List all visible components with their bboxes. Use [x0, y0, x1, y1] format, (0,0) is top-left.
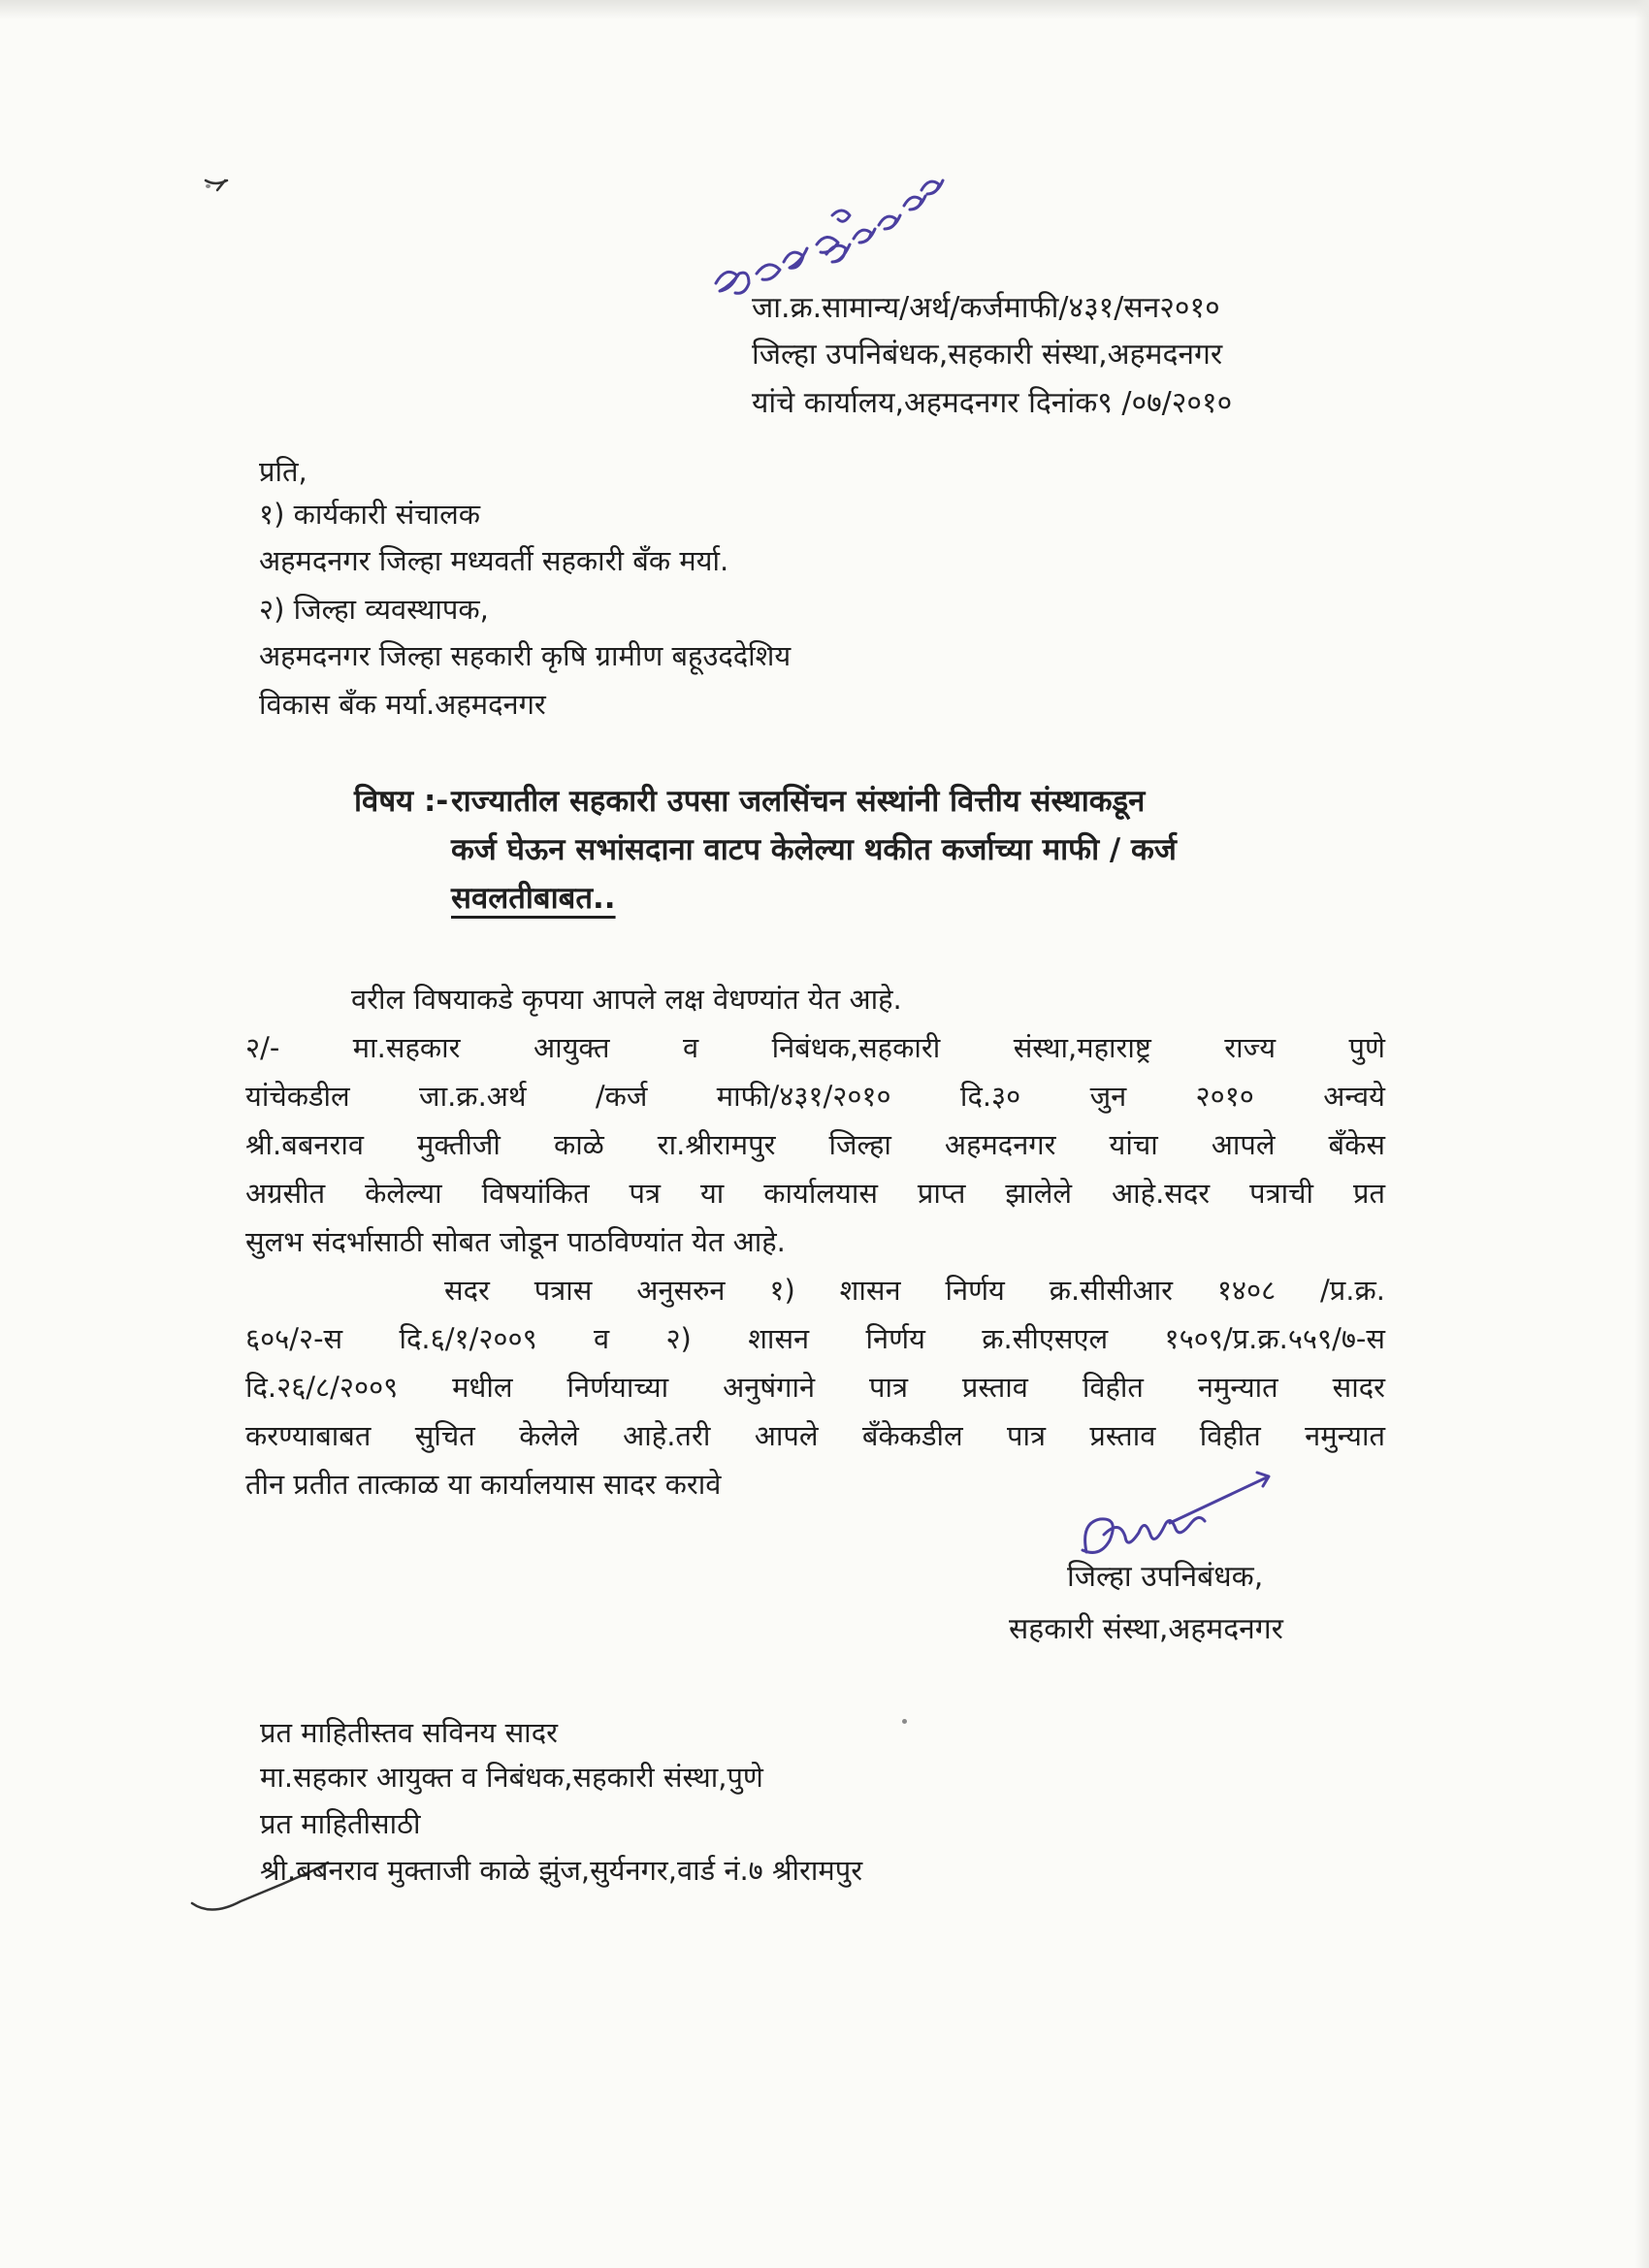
scan-mark [206, 180, 227, 190]
addressee-line-4: अहमदनगर जिल्हा सहकारी कृषि ग्रामीण बहूउददेशिय [259, 639, 792, 672]
body-paragraph-1: वरील विषयाकडे कृपया आपले लक्ष वेधण्यांत येत आहे. [351, 983, 902, 1016]
subject-line-1: राज्यातील सहकारी उपसा जलसिंचन संस्थांनी वित्तीय संस्थाकडून [451, 784, 1146, 819]
body-paragraph-3-line: करण्याबाबत सुचित केलेले आहे.तरी आपले बँकेकडील पात्र प्रस्ताव विहीत नमुन्यात [245, 1419, 1385, 1452]
issuing-office: जिल्हा उपनिबंधक,सहकारी संस्था,अहमदनगर [752, 338, 1223, 372]
copy-info-heading: प्रत माहितीसाठी [260, 1807, 421, 1840]
subject-line-2: कर्ज घेऊन सभांसदाना वाटप केलेल्या थकीत कर्जाच्या माफी / कर्ज [451, 832, 1177, 867]
signatory-office: सहकारी संस्था,अहमदनगर [1009, 1612, 1283, 1646]
inward-number-scribble [716, 180, 943, 293]
salutation-prati: प्रति, [259, 455, 307, 488]
addressee-line-5: विकास बँक मर्या.अहमदनगर [259, 688, 546, 721]
body-paragraph-2-line: सुलभ संदर्भासाठी सोबत जोडून पाठविण्यांत येत आहे. [245, 1225, 786, 1258]
body-paragraph-3-line: तीन प्रतीत तात्काळ या कार्यालयास सादर करावे [245, 1468, 722, 1501]
subject-line-3: सवलतीबाबत.. [451, 881, 616, 916]
copy-to-heading: प्रत माहितीस्तव सविनय सादर [260, 1716, 558, 1749]
office-and-date: यांचे कार्यालय,अहमदनगर दिनांक९ /०७/२०१० [752, 386, 1233, 420]
addressee-line-1: १) कार्यकारी संचालक [259, 498, 481, 531]
body-paragraph-3-line: सदर पत्रास अनुसरुन १) शासन निर्णय क्र.सीसीआर १४०८ /प्र.क्र. [444, 1274, 1385, 1307]
addressee-line-3: २) जिल्हा व्यवस्थापक, [259, 593, 489, 626]
body-paragraph-3-line: ६०५/२-स दि.६/१/२००९ व २) शासन निर्णय क्र.सीएसएल १५०९/प्र.क्र.५५९/७-स [245, 1322, 1385, 1355]
reference-number: जा.क्र.सामान्य/अर्थ/कर्जमाफी/४३१/सन२०१० [752, 291, 1220, 325]
body-paragraph-2-line: २/- मा.सहकार आयुक्त व निबंधक,सहकारी संस्था,महाराष्ट्र राज्य पुणे [245, 1031, 1385, 1064]
signatory-title: जिल्हा उपनिबंधक, [1067, 1560, 1264, 1594]
addressee-line-2: अहमदनगर जिल्हा मध्यवर्ती सहकारी बँक मर्या. [259, 544, 729, 577]
body-paragraph-2-line: यांचेकडील जा.क्र.अर्थ /कर्ज माफी/४३१/२०१० दि.३० जुन २०१० अन्वये [245, 1080, 1385, 1113]
subject-label: विषय :- [354, 784, 449, 819]
copy-to-commissioner: मा.सहकार आयुक्त व निबंधक,सहकारी संस्था,पुणे [260, 1761, 763, 1794]
body-paragraph-3-line: दि.२६/८/२००९ मधील निर्णयाच्या अनुषंगाने पात्र प्रस्ताव विहीत नमुन्यात सादर [245, 1371, 1385, 1404]
copy-to-applicant: श्री.बबनराव मुक्ताजी काळे झुंज,सुर्यनगर,वार्ड नं.७ श्रीरामपुर [260, 1854, 863, 1887]
body-paragraph-2-line: अग्रसीत केलेल्या विषयांकित पत्र या कार्यालयास प्राप्त झालेले आहे.सदर पत्राची प्रत [245, 1177, 1385, 1210]
body-paragraph-2-line: श्री.बबनराव मुक्तीजी काळे रा.श्रीरामपुर जिल्हा अहमदनगर यांचा आपले बँकेस [245, 1128, 1385, 1161]
